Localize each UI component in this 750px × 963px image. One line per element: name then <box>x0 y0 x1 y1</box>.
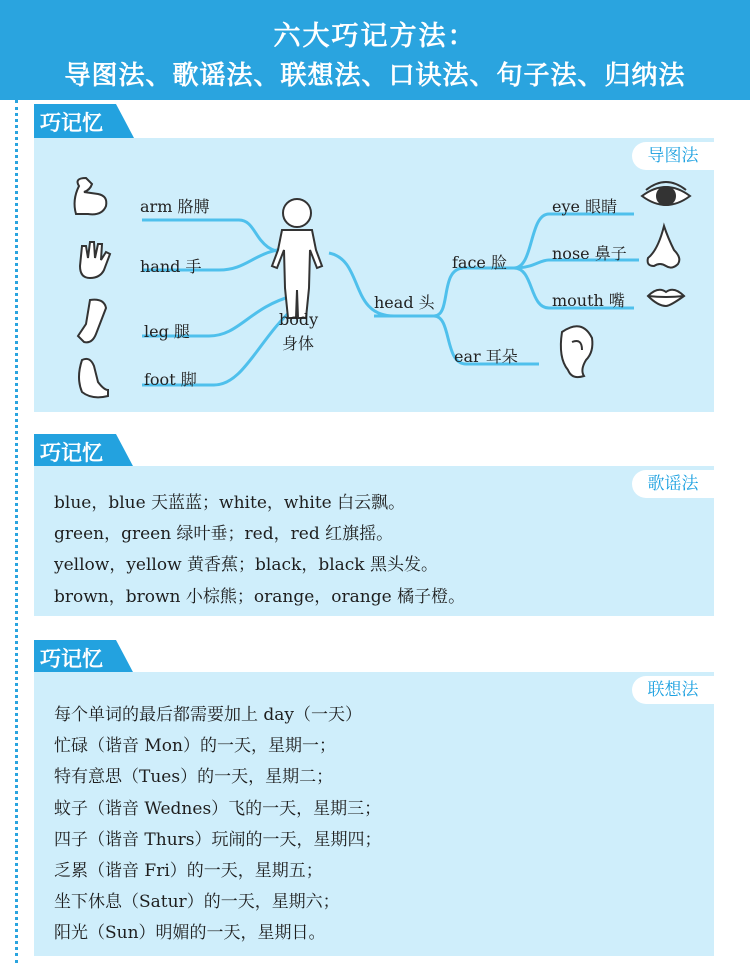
arm-icon <box>75 178 107 214</box>
section-tab-song: 巧记忆 <box>34 434 134 468</box>
song-line-2: green，green 绿叶垂；red，red 红旗摇。 <box>54 524 394 544</box>
mindmap-panel <box>34 138 714 412</box>
assoc-line-1: 每个单词的最后都需要加上 day（一天） <box>54 705 363 725</box>
assoc-badge: 联想法 <box>632 676 714 704</box>
branch-arm <box>142 220 292 252</box>
node-body-cn: 身体 <box>282 334 315 353</box>
assoc-line-2: 忙碌（谐音 Mon）的一天，星期一； <box>54 736 336 756</box>
song-badge: 歌谣法 <box>632 470 714 498</box>
nose-icon <box>648 226 680 268</box>
header-subtitle: 导图法、歌谣法、联想法、口诀法、句子法、归纳法 <box>64 61 686 91</box>
mouth-icon <box>648 290 684 306</box>
node-arm: arm 胳膊 <box>140 197 210 216</box>
page-header <box>0 0 750 100</box>
assoc-line-7: 坐下休息（Satur）的一天，星期六； <box>54 892 340 912</box>
song-line-4: brown，brown 小棕熊；orange，orange 橘子橙。 <box>54 587 466 607</box>
assoc-line-8: 阳光（Sun）明媚的一天，星期日。 <box>54 923 326 943</box>
header-title: 六大巧记方法： <box>273 21 477 52</box>
assoc-line-3: 特有意思（Tues）的一天，星期二； <box>54 767 334 787</box>
node-ear: ear 耳朵 <box>454 347 518 366</box>
node-body-en: body <box>279 310 319 329</box>
section-tab-mindmap: 巧记忆 <box>34 104 134 138</box>
node-mouth: mouth 嘴 <box>552 291 625 310</box>
node-hand: hand 手 <box>140 257 202 276</box>
ear-icon <box>561 326 593 377</box>
song-line-3: yellow，yellow 黄香蕉；black，black 黑头发。 <box>54 555 439 575</box>
assoc-line-5: 四子（谐音 Thurs）玩闹的一天，星期四； <box>54 830 382 850</box>
node-foot: foot 脚 <box>144 370 197 389</box>
node-nose: nose 鼻子 <box>552 244 627 263</box>
node-eye: eye 眼睛 <box>552 197 618 216</box>
foot-icon <box>79 359 108 397</box>
dotted-guide-line <box>15 100 18 963</box>
section-tab-assoc: 巧记忆 <box>34 640 134 674</box>
song-line-1: blue，blue 天蓝蓝；white，white 白云飘。 <box>54 493 406 513</box>
leg-icon <box>78 300 106 343</box>
node-leg: leg 腿 <box>144 322 190 341</box>
mindmap-badge: 导图法 <box>632 142 714 170</box>
node-head: head 头 <box>374 293 435 312</box>
node-face: face 脸 <box>452 253 507 272</box>
eye-icon <box>642 182 690 205</box>
hand-icon <box>80 242 110 278</box>
assoc-line-6: 乏累（谐音 Fri）的一天，星期五； <box>54 861 323 881</box>
assoc-line-4: 蚊子（谐音 Wednes）飞的一天，星期三； <box>54 799 382 819</box>
mindmap-diagram <box>34 138 714 412</box>
